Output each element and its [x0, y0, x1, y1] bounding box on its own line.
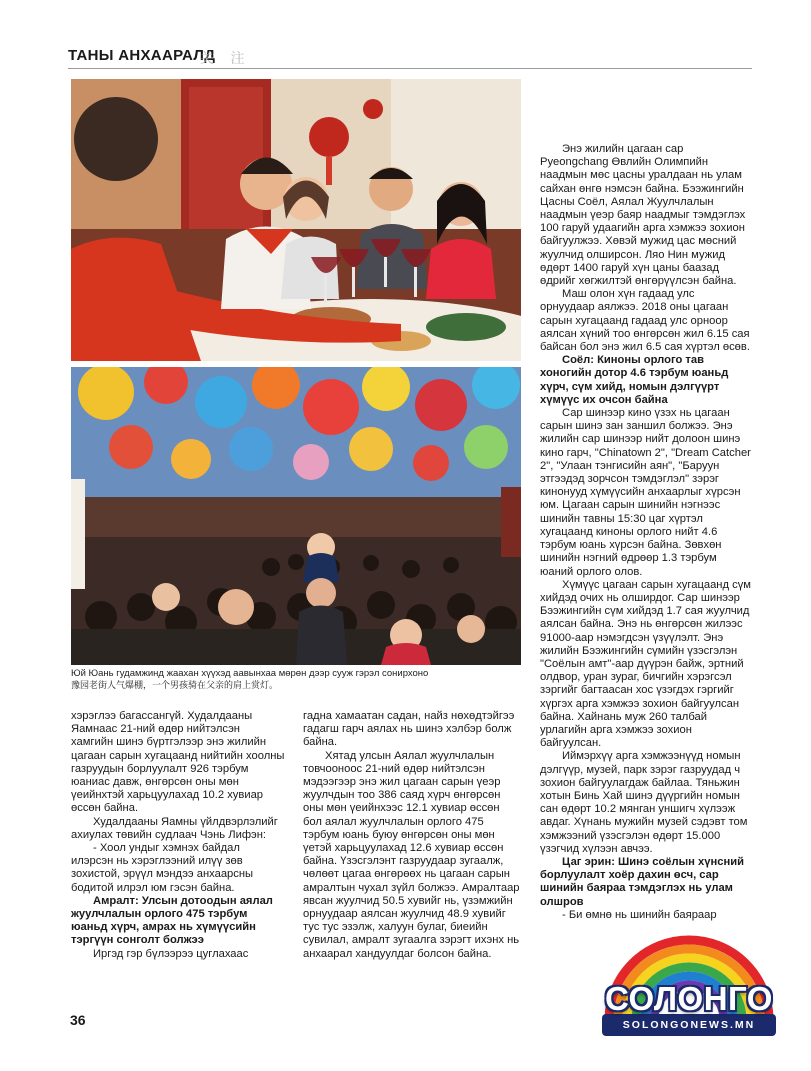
- caption-chinese: 豫园老街人气爆棚，一个男孩骑在父亲的肩上赏灯。: [71, 681, 279, 691]
- solongo-logo: [596, 928, 782, 1038]
- paragraph: Иргэд гэр бүлээрээ цуглахаас: [93, 947, 249, 960]
- article-column-3: [540, 143, 752, 922]
- paragraph: Иймэрхүү арга хэмжээнүүд номын дэлгүүр, музей, парк зэрэг газруудад ч зохион байгуулагдаж байлаа. Тяньжин хотын Бинь Хай шинэ дүүргийн номын сан өдөрт 10.2 мянган уншигч хүлээж авдаг. Хүнань мужийн музей сэдэвт том хэмжээний үзэсгэлэн өдөрт 15.000 үзэгчид хүлээн авчээ.: [540, 750, 748, 855]
- paragraph: - Хоол ундыг хэмнэх байдал илэрсэн нь хэрэглээний илүү зөв зохистой, эрүүл мэндээ анхаарсны бодитой илрэл юм гэсэн байна.: [71, 842, 254, 894]
- caption-mongolian: Юй Юань гудамжинд жаахан хүүхэд аавынхаа мөрөн дээр сууж гэрэл сонирхоно: [71, 668, 429, 679]
- paragraph: Хүмүүс цагаан сарын хугацаанд сүм хийдэд очих нь олширдог. Сар шинээр Бээжингийн сүм хийдэд 1.7 сая жуулчид аялсан байна. Энэ нь өнгөрсөн жилээс 91000-аар нэмэгдсэн үзүүлэлт. Энэ жилийн Бээжингийн сүмийн үзэсгэлэн "Соёлын амт"-аар дүүрэн байж, эртний олдвор, уран зураг, бичгийн хэрэгсэл зэргийг багтаасан хос үзэгдэх гэргийг хүргэх арга хэмжээ зохион байгуулсан байна. Хайнань муж 260 талбай урлагийн арга хэмжээ зохион байгуулсан.: [540, 578, 751, 750]
- lantern-street-illustration: [71, 367, 521, 665]
- paragraph: Энэ жилийн цагаан сар Pyeongchang Өвлийн Олимпийн наадмын мөс цасны уралдаан нь улам сайхан өнгө нэмсэн байна. Бээжингийн Цасны Соёл, Аялал Жуулчлалын наадмын үеэр баяр наадмыг тэмдэглэх 100 гаруй удаагийн арга хэмжээ зохион байгуулжээ. Хөвэй мужид цас мөсний жуулчид олширсон. Ляо Нин мужид өдөрт 1400 гаруй хүн цаны баазад өдрийг хөгжилтэй өнгөрүүлсэн байна.: [540, 143, 746, 288]
- family-dinner-illustration: [71, 79, 521, 361]
- paragraph: гадна хамаатан садан, найз нөхөдтэйгээ гадагш гарч аялах нь шинэ хэлбэр болж байна.: [303, 710, 515, 749]
- paragraph: - Би өмнө нь шинийн баяраар: [562, 908, 717, 921]
- paragraph: Маш олон хүн гадаад улс орнуудаар аялжээ. 2018 оны цагаан сарын хугацаанд гадаад улс орноор аялсан хүний тоо өнгөрсөн жил 6.15 сая байсан бол энэ жил 6.5 сая хүртэл өсөв.: [540, 288, 750, 354]
- subheading: Амралт: Улсын дотоодын аялал жуулчлалын орлого 475 тэрбум юаньд хүрч, амрах нь хүмүүсийн тэргүүн сонголт болжээ: [71, 894, 273, 947]
- paragraph: Хятад улсын Аялал жуулчлалын товчоонооc 21-ний өдөр нийтэлсэн мэдээгээр энэ жил цагаан сарын үеэр жуулчдын тоо 386 саяд хүрч өнгөрсөн оны мөн үеийнхээс 12.1 хувиар өссөн бол аялал жуулчлалын орлого 475 тэрбум юань буюу өнгөрсөн оны мөн үетэй харьцуулахад 12.6 хувиар өссөн байна. Үзэсгэлэнт газруудаар зугаалж, чөлөөт цагаа өнгөрөөх нь цагаан сарын амралтын чухал зүйл болжээ. Амралтаар явсан жуулчид 50.5 хувийг нь, үзэмжийн орнуудаар аялсан жуулчид 48.9 хувийг тус тус эзэлж, халуун булаг, биеийн сувилал, амралт зугаалга зэрэгт ихэнх нь анхаарал хандуулдаг болсон байна.: [303, 749, 520, 960]
- paragraph: хэрэглээ багассангүй. Худалдааны Яамнаас 21-ний өдөр нийтэлсэн хамгийн шинэ бүртгэлээр энэ жилийн цагаан сарын хугацаанд нийтийн хоолны газруудын борлуулалт 926 тэрбум юаниас давж, өнгөрсөн оны мөн үеийнхтэй харьцуулахад 10.2 хувиар өссөн байна.: [71, 710, 285, 815]
- subheading: Цаг эрин: Шинэ соёлын хүнсний борлуулалт хоёр дахин өсч, сар шинийн баяраа тэмдэглэх нь улам олшров: [540, 855, 744, 908]
- page-number: 36: [70, 1012, 86, 1028]
- paragraph: Худалдааны Яамны үйлдвэрлэлийг ахиулах төвийн судлаач Чэнь Лифэн:: [71, 815, 278, 841]
- lantern-street-photo: [71, 367, 521, 665]
- section-header: [68, 44, 752, 69]
- logo-website: SOLONGONEWS.MN: [622, 1019, 756, 1031]
- section-title: ТАНЫ АНХААРАЛД: [68, 47, 216, 64]
- family-dinner-photo: [71, 79, 521, 361]
- photo-caption: [71, 668, 521, 692]
- subheading: Соёл: Киноны орлого тав хоногийн дотор 4.6 тэрбум юаньд хүрч, сүм хийд, номын дэлгүүрт хүмүүс их очсон байна: [540, 354, 729, 406]
- article-column-2: [303, 710, 521, 961]
- logo-wordmark: СОЛОНГО: [605, 980, 773, 1017]
- section-title-chinese: 关 注: [200, 51, 251, 67]
- paragraph: Сар шинээр кино үзэх нь цагаан сарын шинэ зан заншил болжээ. Энэ жилийн сар шинээр нийт долоон шинэ кино гарч, "Chinatown 2", "Dream Catcher 2", "Улаан тэнгисийн аян", "Баруун этгээдэд зорчсон тэмдэглэл" зэрэг кинонууд хүмүүсийн анхаарлыг хүрсэн юм. Цагаан сарын шинийн нэгнээс шинийн тавны 15:30 цаг хүртэл хугацаанд киноны орлого нийт 4.6 тэрбум юань хүрсэн байна. Зөвхөн шинийн нэгний өдрөөр 1.3 тэрбум юаний орлого олов.: [540, 407, 751, 578]
- article-column-1: [71, 710, 285, 961]
